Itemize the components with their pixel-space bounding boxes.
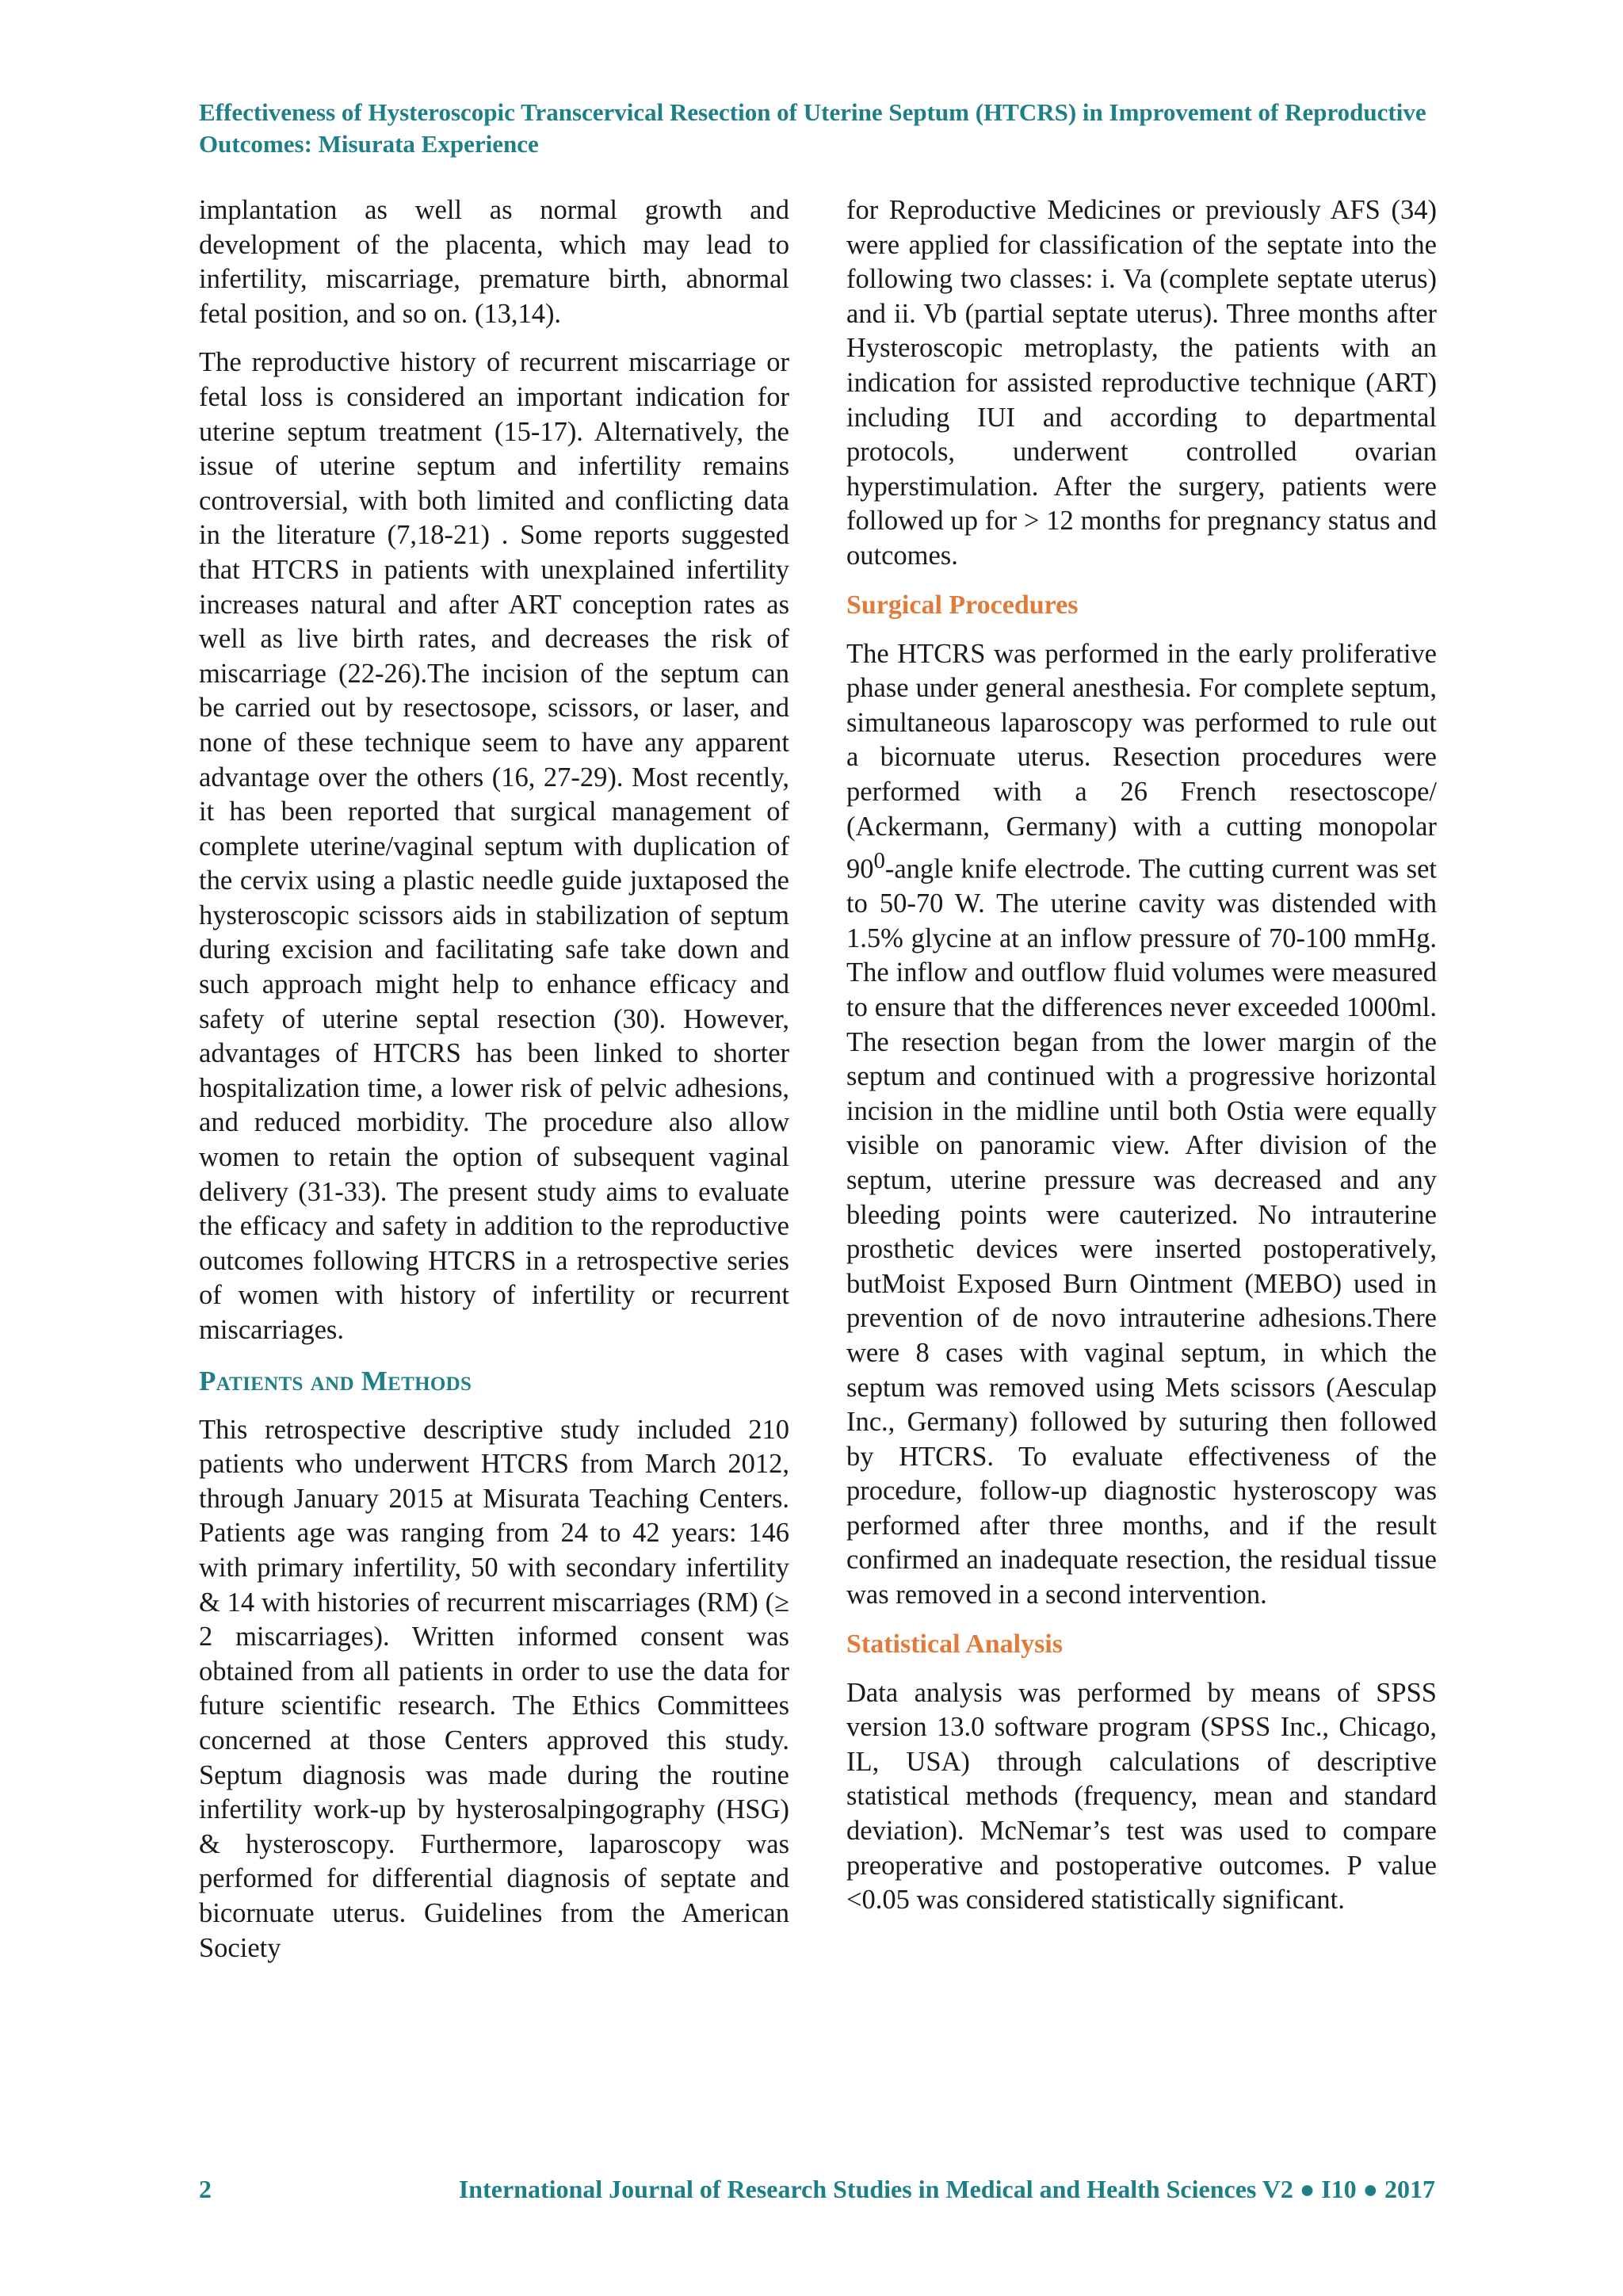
subsection-heading: Surgical Procedures [846, 590, 1079, 620]
paragraph: Data analysis was performed by means of SPSS version 13.0 software program (SPSS Inc., Chicago, IL, USA) through calculations of descriptive statistical methods (frequency, mean and standard deviation). McNemar’s test was used to compare preoperative and postoperative outcomes. P value <0.05 was considered statistically significant. [846, 1677, 1437, 1916]
journal-citation: International Journal of Research Studies in Medical and Health Sciences V2 ● I10 ● 2017 [458, 2175, 1435, 2203]
running-header-title: Effectiveness of Hysteroscopic Transcervical Resection of Uterine Septum (HTCRS) in Improvement of Reproductive Outcomes: Misurata Experience [199, 98, 1426, 158]
paragraph-text: -angle knife electrode. The cutting current was set to 50-70 W. The uterine cavity was distended with 1.5% glycine at an inflow pressure of 70-100 mmHg. The inflow and outflow fluid volumes were measured to ensure that the differences never exceeded 1000ml. The resection began from the lower margin of the septum and continued with a progressive horizontal incision in the midline until both Ostia were equally visible on panoramic view. After division of the septum, uterine pressure was decreased and any bleeding points were cauterized. No intrauterine prosthetic devices were inserted postoperatively, butMoist Exposed Burn Ointment (MEBO) used in prevention of de novo intrauterine adhesions.There were 8 cases with vaginal septum, in which the septum was removed using Mets scissors (Aesculap Inc., Germany) followed by suturing then followed by HTCRS. To evaluate effectiveness of the procedure, follow-up diagnostic hysteroscopy was performed after three months, and if the result confirmed an inadequate resection, the residual tissue was removed in a second intervention. [846, 854, 1437, 1610]
paragraph: This retrospective descriptive study included 210 patients who underwent HTCRS from March 2012, through January 2015 at Misurata Teaching Centers. Patients age was ranging from 24 to 42 years: 146 with primary infertility, 50 with secondary infertility & 14 with histories of recurrent miscarriages (RM) (≥ 2 miscarriages). Written informed consent was obtained from all patients in order to use the data for future scientific research. The Ethics Committees concerned at those Centers approved this study. Septum diagnosis was made during the routine infertility work-up by hysterosalpingography (HSG) & hysteroscopy. Furthermore, laparoscopy was performed for differential diagnosis of septate and bicornuate uterus. Guidelines from the American Society [199, 1414, 789, 1963]
paragraph: for Reproductive Medicines or previously AFS (34) were applied for classification of the septate into the following two classes: i. Va (complete septate uterus) and ii. Vb (partial septate uterus). Three months after Hysteroscopic metroplasty, the patients with an indication for assisted reproductive technique (ART) including IUI and according to departmental protocols, underwent controlled ovarian hyperstimulation. After the surgery, patients were followed up for > 12 months for pregnancy status and outcomes. [846, 195, 1437, 571]
superscript: 0 [873, 848, 885, 874]
page-number: 2 [199, 2175, 212, 2203]
paragraph [846, 637, 1437, 1613]
left-column [199, 193, 789, 1980]
paragraph: implantation as well as normal growth and development of the placenta, which may lead to infertility, miscarriage, premature birth, abnormal fetal position, and so on. (13,14). [199, 195, 789, 329]
subsection-heading: Statistical Analysis [846, 1629, 1063, 1659]
paragraph-text: The HTCRS was performed in the early proliferative phase under general anesthesia. For complete septum, simultaneous laparoscopy was performed to rule out a bicornuate uterus. Resection procedures were performed with a 26 French resectoscope/ (Ackermann, Germany) with a cutting monopolar 90 [846, 638, 1437, 884]
right-column [846, 193, 1437, 1932]
section-heading: Patients and Methods [199, 1365, 472, 1396]
paragraph: The reproductive history of recurrent miscarriage or fetal loss is considered an important indication for uterine septum treatment (15-17). Alternatively, the issue of uterine septum and infertility remains controversial, with both limited and conflicting data in the literature (7,18-21) . Some reports suggested that HTCRS in patients with unexplained infertility increases natural and after ART conception rates as well as live birth rates, and decreases the risk of miscarriage (22-26).The incision of the septum can be carried out by resectosope, scissors, or laser, and none of these technique seem to have any apparent advantage over the others (16, 27-29). Most recently, it has been reported that surgical management of complete uterine/vaginal septum with duplication of the cervix using a plastic needle guide juxtaposed the hysteroscopic scissors aids in stabilization of septum during excision and facilitating safe take down and such approach might help to enhance efficacy and safety of uterine septal resection (30). However, advantages of HTCRS has been linked to shorter hospitalization time, a lower risk of pelvic adhesions, and reduced morbidity. The procedure also allow women to retain the option of subsequent vaginal delivery (31-33). The present study aims to evaluate the efficacy and safety in addition to the reproductive outcomes following HTCRS in a retrospective series of women with history of infertility or recurrent miscarriages. [199, 347, 789, 1345]
